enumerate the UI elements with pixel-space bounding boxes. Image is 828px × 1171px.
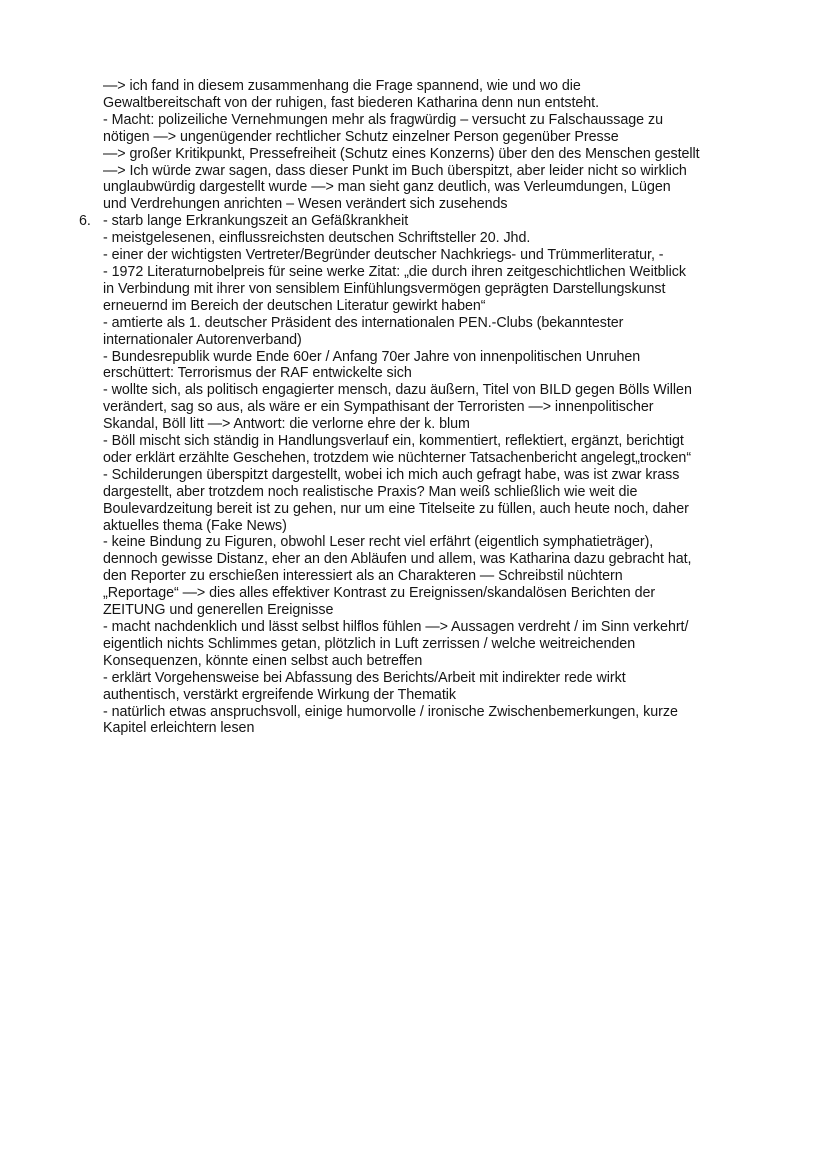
list-item-number: 6. <box>79 213 91 230</box>
text-line: - Bundesrepublik wurde Ende 60er / Anfang 70er Jahre von innenpolitischen Unruhen <box>103 348 641 365</box>
text-line: Boulevardzeitung bereit ist zu gehen, nur um eine Titelseite zu füllen, auch heute noch, daher <box>103 500 689 517</box>
text-line: - macht nachdenklich und lässt selbst hilflos fühlen —> Aussagen verdreht / im Sinn verkehrt/ <box>103 619 689 635</box>
text-line: Skandal, Böll litt —> Antwort: die verlorne ehre der k. blum <box>103 416 470 433</box>
text-line: Kapitel erleichtern lesen <box>103 720 255 737</box>
text-line: eigentlich nichts Schlimmes getan, plötzlich in Luft zerrissen / welche weitreichenden <box>103 635 636 652</box>
text-line: oder erklärt erzählte Geschehen, trotzdem wie nüchterner Tatsachenbericht angelegt„trocken“ <box>103 449 692 466</box>
text-line: - meistgelesenen, einflussreichsten deutschen Schriftsteller 20. Jhd. <box>103 230 531 247</box>
text-line: internationaler Autorenverband) <box>103 331 302 348</box>
text-line: authentisch, verstärkt ergreifende Wirkung der Thematik <box>103 686 456 703</box>
text-line: - einer der wichtigsten Vertreter/Begründer deutscher Nachkriegs- und Trümmerliteratur, - <box>103 247 664 264</box>
text-line: —> ich fand in diesem zusammenhang die Frage spannend, wie und wo die <box>103 78 581 94</box>
text-line: - amtierte als 1. deutscher Präsident des internationalen PEN.-Clubs (bekanntester <box>103 314 624 331</box>
text-line: und Verdrehungen anrichten – Wesen verändert sich zusehends <box>103 196 508 213</box>
document-text <box>79 78 763 737</box>
text-line: - keine Bindung zu Figuren, obwohl Leser recht viel erfährt (eigentlich symphatieträger), <box>103 534 654 551</box>
text-line: erneuernd im Bereich der deutschen Literatur gewirkt haben“ <box>103 297 486 314</box>
text-line: —> Ich würde zwar sagen, dass dieser Punkt im Buch überspitzt, aber leider nicht so wirklich <box>103 162 687 179</box>
text-line: - erklärt Vorgehensweise bei Abfassung des Berichts/Arbeit mit indirekter rede wirkt <box>103 669 626 686</box>
text-line: „Reportage“ —> dies alles effektiver Kontrast zu Ereignissen/skandalösen Berichten der <box>103 585 656 602</box>
text-line: - Schilderungen überspitzt dargestellt, wobei ich mich auch gefragt habe, was ist zwar krass <box>103 466 680 483</box>
text-line: —> großer Kritikpunkt, Pressefreiheit (Schutz eines Konzerns) über den des Menschen gestellt <box>103 145 700 162</box>
text-line: ZEITUNG und generellen Ereignisse <box>103 602 334 619</box>
text-line: - 1972 Literaturnobelpreis für seine werke Zitat: „die durch ihren zeitgeschichtlichen Weitblick <box>103 263 686 280</box>
text-line: Gewaltbereitschaft von der ruhigen, fast biederen Katharina denn nun entsteht. <box>103 94 600 111</box>
text-line: nötigen —> ungenügender rechtlicher Schutz einzelner Person gegenüber Presse <box>103 128 619 145</box>
text-line: verändert, sag so aus, als wäre er ein Sympathisant der Terroristen —> innenpolitischer <box>103 399 654 416</box>
text-line: erschüttert: Terrorismus der RAF entwickelte sich <box>103 365 412 382</box>
text-line: den Reporter zu erschießen interessiert als an Charakteren — Schreibstil nüchtern <box>103 568 623 585</box>
text-line: in Verbindung mit ihrer von sensiblem Einfühlungsvermögen geprägten Darstellungskunst <box>103 280 666 297</box>
text-line: unglaubwürdig dargestellt wurde —> man sieht ganz deutlich, was Verleumdungen, Lügen <box>103 179 671 196</box>
text-line: dargestellt, aber trotzdem noch realistische Praxis? Man weiß schließlich wie weit die <box>103 483 638 500</box>
text-line: Konsequenzen, könnte einen selbst auch betreffen <box>103 652 423 669</box>
text-line: - Macht: polizeiliche Vernehmungen mehr als fragwürdig – versucht zu Falschaussage zu <box>103 111 663 128</box>
text-line: - starb lange Erkrankungszeit an Gefäßkrankheit <box>103 213 409 230</box>
text-line: - wollte sich, als politisch engagierter mensch, dazu äußern, Titel von BILD gegen Bölls Willen <box>103 382 692 399</box>
text-line: aktuelles thema (Fake News) <box>103 517 287 534</box>
text-line: dennoch gewisse Distanz, eher an den Abläufen und allem, was Katharina dazu gebracht hat, <box>103 551 692 568</box>
text-line: - natürlich etwas anspruchsvoll, einige humorvolle / ironische Zwischenbemerkungen, kurze <box>103 703 678 720</box>
text-line: - Böll mischt sich ständig in Handlungsverlauf ein, kommentiert, reflektiert, ergänzt, berichtigt <box>103 433 684 450</box>
numbered-list-item <box>79 213 763 737</box>
